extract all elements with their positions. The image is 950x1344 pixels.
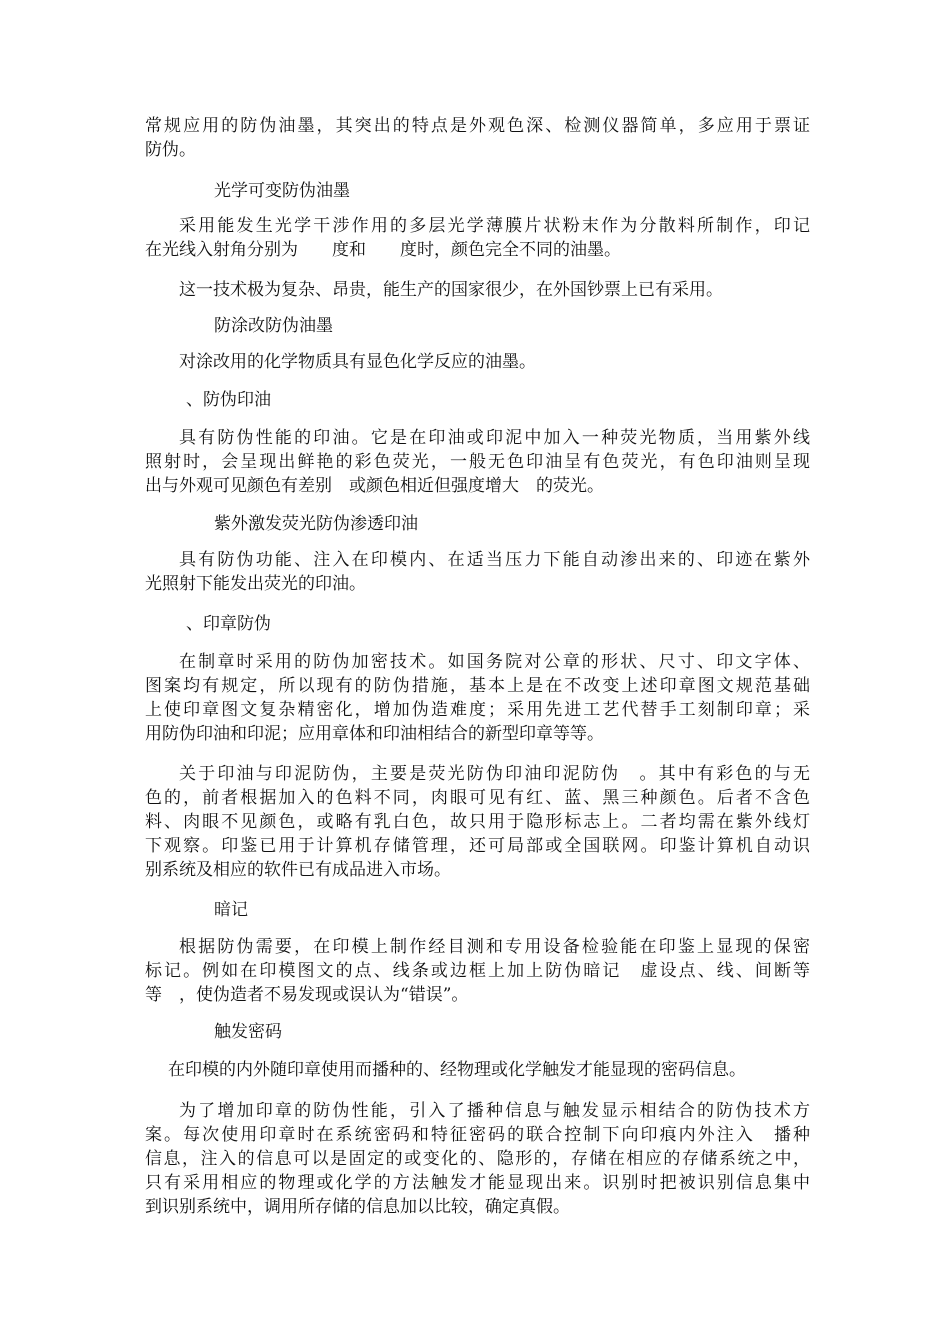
text-line: 别系统及相应的软件已有成品进入市场。 (145, 860, 451, 880)
text-line: 只有采用相应的物理或化学的方法触发才能显现出来。识别时把被识别信息集中 (145, 1173, 810, 1193)
text-line: 出与外观可见颜色有差别 或颜色相近但强度增大 的荧光。 (145, 476, 604, 496)
heading-uv-fluorescent-oil: 紫外激发荧光防伪渗透印油 (214, 514, 418, 534)
text-line: 常规应用的防伪油墨，其突出的特点是外观色深、检测仪器简单，多应用于票证 (145, 116, 810, 136)
text-line: 具有防伪功能、注入在印模内、在适当压力下能自动渗出来的、印迹在紫外 (179, 550, 810, 570)
text-line: 根据防伪需要，在印模上制作经目测和专用设备检验能在印鉴上显现的保密 (179, 937, 810, 957)
text-line: 用防伪印油和印泥；应用章体和印油相结合的新型印章等等。 (145, 724, 604, 744)
text-line: 对涂改用的化学物质具有显色化学反应的油墨。 (179, 352, 536, 372)
heading-seal-anti-counterfeit: 、印章防伪 (186, 614, 271, 634)
paragraph-seal-encryption (145, 650, 810, 746)
paragraph-secret-mark (145, 935, 810, 1007)
heading-anti-counterfeit-oil: 、防伪印油 (186, 390, 271, 410)
heading-secret-mark: 暗记 (214, 900, 248, 920)
text-line: 具有防伪性能的印油。它是在印油或印泥中加入一种荧光物质，当用紫外线 (179, 428, 810, 448)
paragraph-ink-pad-anti-counterfeit (145, 762, 810, 882)
text-line: 色的，前者根据加入的色料不同，肉眼可见有红、蓝、黑三种颜色。后者不含色 (145, 788, 810, 808)
text-line: 上使印章图文复杂精密化，增加伪造难度；采用先进工艺代替手工刻制印章；采 (145, 700, 810, 720)
text-line: 在光线入射角分别为 度和 度时，颜色完全不同的油墨。 (145, 240, 621, 260)
text-line: 信息，注入的信息可以是固定的或变化的、隐形的，存储在相应的存储系统之中， (145, 1149, 810, 1169)
paragraph-uv-fluorescent (145, 548, 810, 596)
heading-optical-variable-ink: 光学可变防伪油墨 (214, 181, 350, 201)
text-line: 标记。例如在印模图文的点、线条或边框上加上防伪暗记 虚设点、线、间断等 (145, 961, 810, 981)
text-line: 关于印油与印泥防伪，主要是荧光防伪印油印泥防伪 。其中有彩色的与无 (179, 764, 810, 784)
text-line: 照射时，会呈现出鲜艳的彩色荧光，一般无色印油呈有色荧光，有色印油则呈现 (145, 452, 810, 472)
paragraph-trigger-password (145, 1058, 810, 1082)
paragraph-anti-alteration (145, 350, 810, 374)
paragraph-optical-variable (145, 214, 810, 262)
text-line: 光照射下能发出荧光的印油。 (145, 574, 366, 594)
paragraph-seeding-info (145, 1099, 810, 1219)
text-line: 在印模的内外随印章使用而播种的、经物理或化学触发才能显现的密码信息。 (168, 1060, 746, 1080)
text-line: 料、肉眼不见颜色，或略有乳白色，故只用于隐形标志上。二者均需在紫外线灯 (145, 812, 810, 832)
text-line: 在制章时采用的防伪加密技术。如国务院对公章的形状、尺寸、印文字体、 (179, 652, 810, 672)
text-line: 采用能发生光学干涉作用的多层光学薄膜片状粉末作为分散料所制作，印记 (179, 216, 810, 236)
heading-trigger-password: 触发密码 (214, 1022, 282, 1042)
text-line: 等 ，使伪造者不易发现或误认为“错误”。 (145, 985, 469, 1005)
text-line: 下观察。印鉴已用于计算机存储管理，还可局部或全国联网。印鉴计算机自动识 (145, 836, 810, 856)
heading-anti-alteration-ink: 防涂改防伪油墨 (214, 316, 333, 336)
text-line: 到识别系统中，调用所存储的信息加以比较，确定真假。 (145, 1197, 570, 1217)
text-line: 图案均有规定，所以现有的防伪措施，基本上是在不改变上述印章图文规范基础 (145, 676, 810, 696)
text-line: 防伪。 (145, 140, 196, 160)
text-line: 案。每次使用印章时在系统密码和特征密码的联合控制下向印痕内外注入 播种 (145, 1125, 810, 1145)
paragraph-anti-counterfeit-oil (145, 426, 810, 498)
text-line: 为了增加印章的防伪性能，引入了播种信息与触发显示相结合的防伪技术方 (179, 1101, 810, 1121)
paragraph-anti-counterfeit-ink (145, 114, 810, 162)
text-line: 这一技术极为复杂、昂贵，能生产的国家很少，在外国钞票上已有采用。 (179, 280, 723, 300)
paragraph-technology-note (145, 278, 810, 302)
